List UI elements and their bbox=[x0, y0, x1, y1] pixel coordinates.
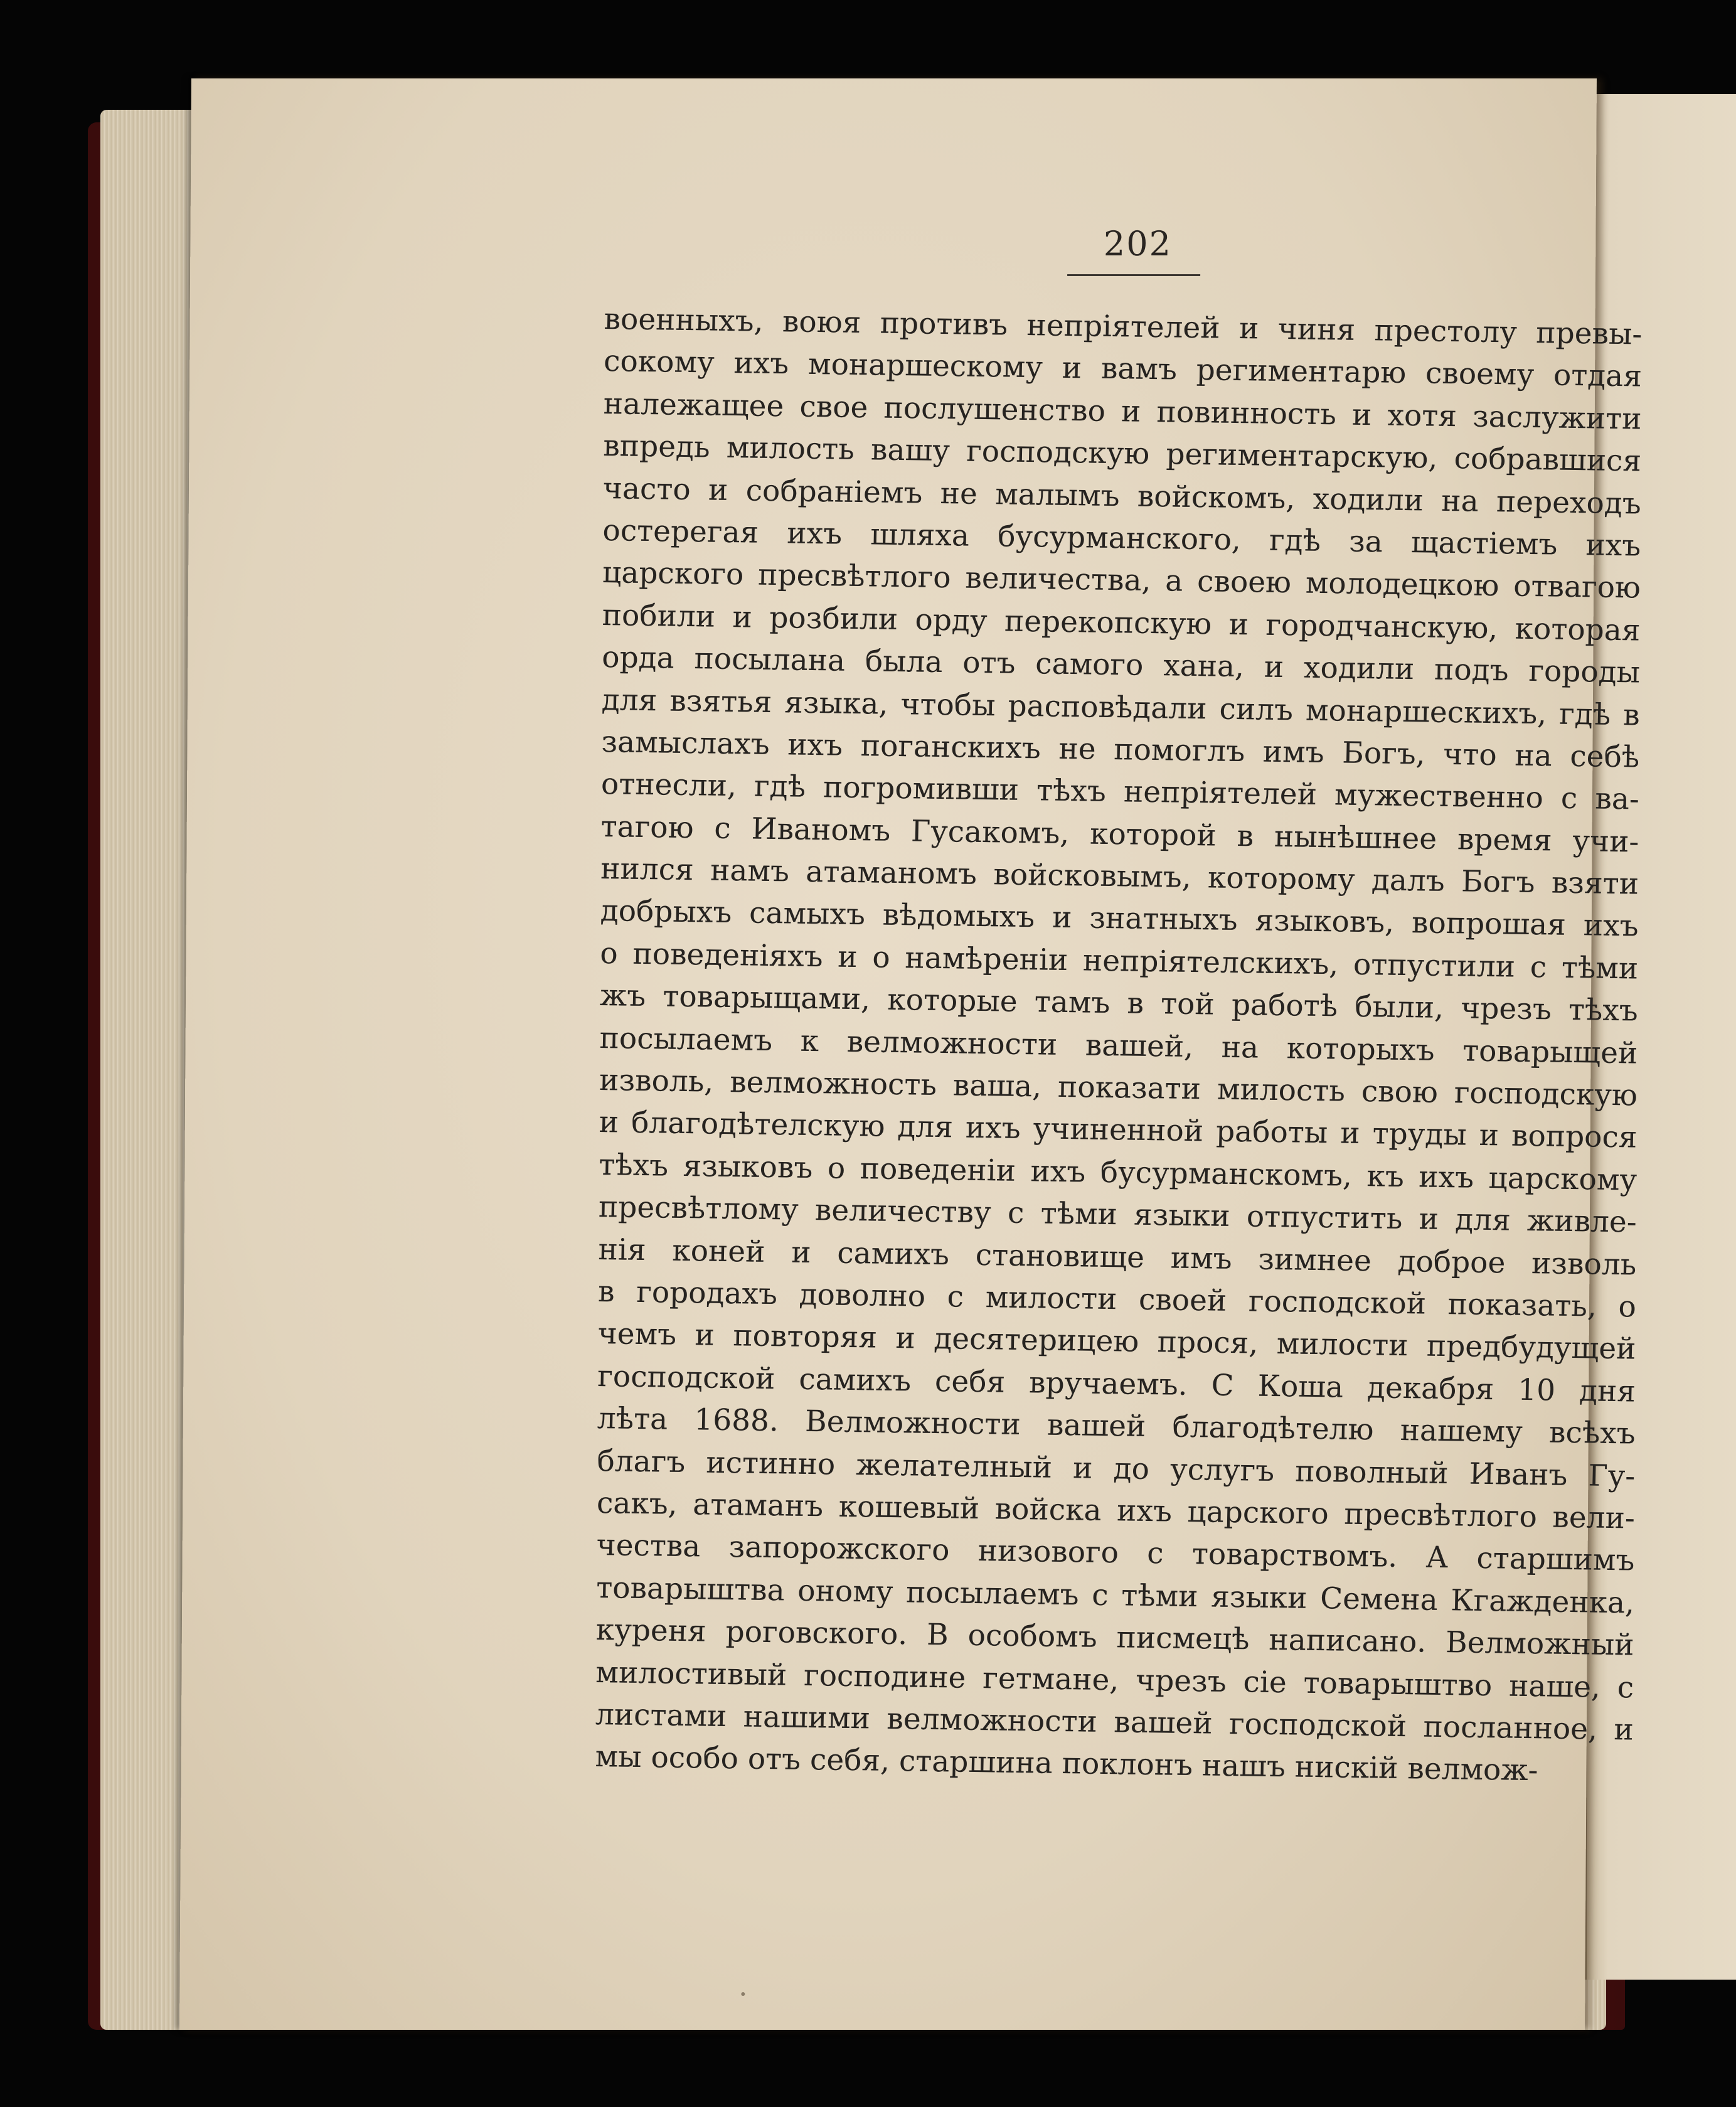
text-line: посылаемъ к велможности вашей, на которыхъ товарыщей bbox=[599, 1020, 1638, 1071]
text-line: листами нашими велможности вашей господской посланное, и bbox=[595, 1697, 1634, 1747]
text-line: товарыштва оному посылаемъ с тѣми языки Семена Кгажденка, bbox=[595, 1570, 1635, 1621]
text-line: изволь, велможность ваша, показати милость свою господскую bbox=[599, 1063, 1638, 1113]
page-number: 202 bbox=[1103, 224, 1173, 264]
body-text bbox=[595, 298, 1643, 1788]
text-line: о поведеніяхъ и о намѣреніи непріятелскихъ, отпустили с тѣми bbox=[599, 936, 1639, 986]
text-line: сакъ, атаманъ кошевый войска ихъ царского пресвѣтлого вели- bbox=[596, 1485, 1636, 1536]
text-line: милостивый господине гетмане, чрезъ сіе товарыштво наше, с bbox=[595, 1655, 1634, 1705]
text-line: орда посылана была отъ самого хана, и ходили подъ городы bbox=[601, 640, 1641, 690]
text-line: куреня роговского. В особомъ писмецѣ написано. Велможный bbox=[595, 1613, 1635, 1663]
text-line: мы особо отъ себя, старшина поклонъ нашъ нискій велмож- bbox=[595, 1739, 1539, 1788]
text-line: побили и розбили орду перекопскую и городчанскую, которая bbox=[602, 597, 1641, 648]
text-line: тѣхъ языковъ о поведеніи ихъ бусурманскомъ, къ ихъ царскому bbox=[598, 1147, 1637, 1198]
text-line: остерегая ихъ шляха бусурманского, гдѣ за щастіемъ ихъ bbox=[602, 513, 1641, 563]
text-line: впредь милость вашу господскую региментарскую, собравшися bbox=[602, 429, 1642, 479]
text-line: лѣта 1688. Велможности вашей благодѣтелю нашему всѣхъ bbox=[597, 1401, 1636, 1451]
text-line: в городахъ доволно с милости своей господской показать, о bbox=[597, 1274, 1637, 1325]
text-line: часто и собраніемъ не малымъ войскомъ, ходили на переходъ bbox=[602, 471, 1642, 521]
text-line: замыслахъ ихъ поганскихъ не помоглъ имъ Богъ, что на себѣ bbox=[600, 724, 1640, 775]
text-line: царского пресвѣтлого величества, а своею молодецкою отвагою bbox=[602, 555, 1641, 605]
book-page bbox=[179, 78, 1643, 2030]
text-line: военныхъ, воюя противъ непріятелей и чиня престолу превы- bbox=[604, 302, 1643, 352]
text-line: нился намъ атаманомъ войсковымъ, которому далъ Богъ взяти bbox=[600, 851, 1639, 902]
text-line: жъ товарыщами, которые тамъ в той работѣ были, чрезъ тѣхъ bbox=[599, 978, 1639, 1028]
text-line: тагою с Иваномъ Гусакомъ, которой в нынѣшнее время учи- bbox=[600, 809, 1639, 860]
text-line: для взятья языка, чтобы расповѣдали силъ монаршескихъ, гдѣ в bbox=[601, 682, 1641, 733]
text-line: господской самихъ себя вручаемъ. С Коша декабря 10 дня bbox=[597, 1358, 1636, 1409]
paper-speck bbox=[741, 1992, 745, 1996]
page-number-rule bbox=[1067, 274, 1200, 276]
text-line: належащее свое послушенство и повинность и хотя заслужити bbox=[603, 386, 1643, 437]
text-line: сокому ихъ монаршескому и вамъ региментарю своему отдая bbox=[603, 344, 1643, 394]
text-line: отнесли, гдѣ погромивши тѣхъ непріятелей мужественно с ва- bbox=[600, 767, 1640, 817]
text-line: нія коней и самихъ становище имъ зимнее доброе изволь bbox=[598, 1232, 1637, 1283]
text-line: чемъ и повторяя и десятерицею прося, милости предбудущей bbox=[597, 1316, 1637, 1367]
text-line: пресвѣтлому величеству с тѣми языки отпустить и для живле- bbox=[598, 1190, 1637, 1240]
text-line: чества запорожского низового с товарствомъ. А старшимъ bbox=[596, 1528, 1635, 1578]
text-line: добрыхъ самыхъ вѣдомыхъ и знатныхъ языковъ, вопрошая ихъ bbox=[600, 893, 1639, 944]
text-line: благъ истинно желателный и до услугъ поволный Иванъ Гу- bbox=[596, 1443, 1636, 1494]
text-line: и благодѣтелскую для ихъ учиненной работы и труды и вопрося bbox=[599, 1105, 1638, 1155]
